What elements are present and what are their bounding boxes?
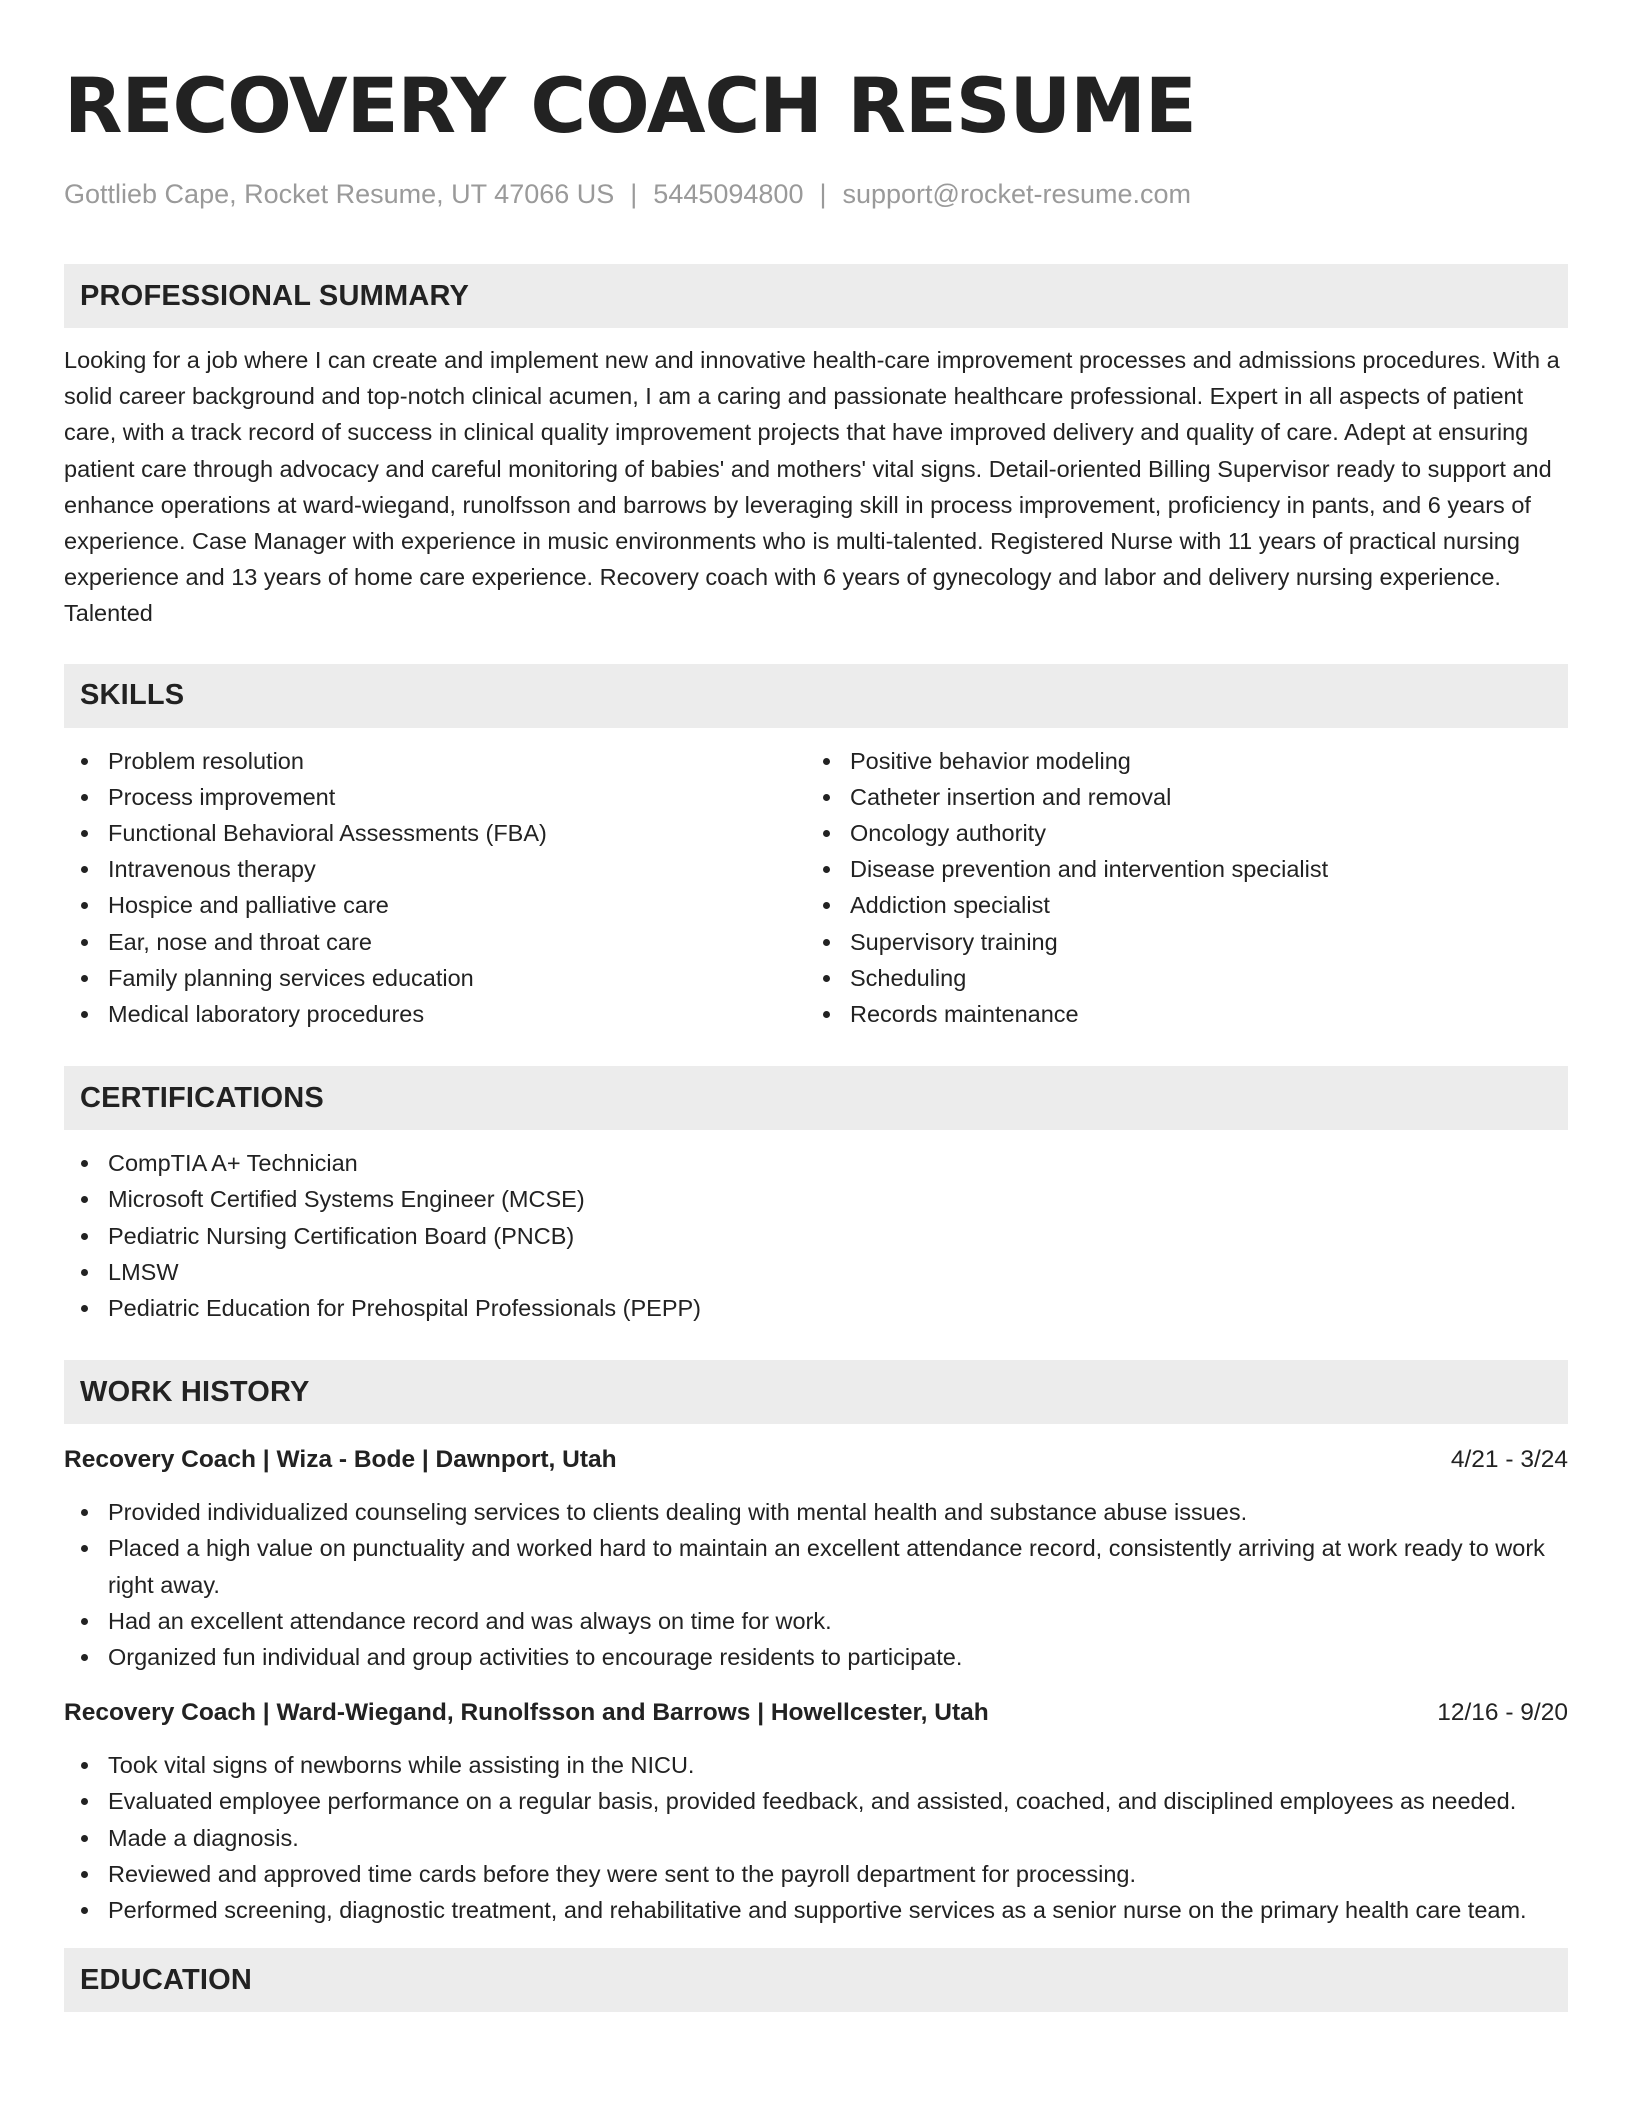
job-duty-item: Made a diagnosis. [64, 1820, 1568, 1856]
certification-item: CompTIA A+ Technician [64, 1145, 1568, 1181]
job-duty-item: Placed a high value on punctuality and worked hard to maintain an excellent attendance record, consistently arriving at work ready to work right away. [64, 1530, 1568, 1602]
certifications-list [64, 1145, 1568, 1326]
job-duty-item: Evaluated employee performance on a regular basis, provided feedback, and assisted, coached, and disciplined employees as needed. [64, 1783, 1568, 1819]
skill-item: Addiction specialist [806, 887, 1548, 923]
skill-item: Disease prevention and intervention specialist [806, 851, 1548, 887]
certification-item: Microsoft Certified Systems Engineer (MCSE) [64, 1181, 1568, 1217]
certification-item: Pediatric Nursing Certification Board (PNCB) [64, 1218, 1568, 1254]
job-duty-item: Reviewed and approved time cards before they were sent to the payroll department for processing. [64, 1856, 1568, 1892]
section-header-certifications: CERTIFICATIONS [64, 1066, 1568, 1130]
job-title: Recovery Coach | Wiza - Bode | Dawnport, Utah [64, 1446, 617, 1474]
skill-item: Intravenous therapy [64, 851, 806, 887]
skill-item: Supervisory training [806, 924, 1548, 960]
skill-item: Scheduling [806, 960, 1548, 996]
skill-item: Oncology authority [806, 815, 1548, 851]
job-duty-item: Had an excellent attendance record and was always on time for work. [64, 1603, 1568, 1639]
section-header-education: EDUCATION [64, 1948, 1568, 2012]
skill-item: Problem resolution [64, 743, 806, 779]
skill-item: Catheter insertion and removal [806, 779, 1548, 815]
job-heading [64, 1695, 1568, 1731]
contact-line [64, 176, 1568, 212]
job-duties-list [64, 1747, 1568, 1928]
skills-grid [64, 743, 1568, 1033]
section-header-summary: PROFESSIONAL SUMMARY [64, 264, 1568, 328]
certification-item: Pediatric Education for Prehospital Professionals (PEPP) [64, 1290, 1568, 1326]
skill-item: Medical laboratory procedures [64, 996, 806, 1032]
skill-item: Hospice and palliative care [64, 887, 806, 923]
skill-item: Family planning services education [64, 960, 806, 996]
job-duty-item: Organized fun individual and group activities to encourage residents to participate. [64, 1639, 1568, 1675]
job-duty-item: Provided individualized counseling services to clients dealing with mental health and substance abuse issues. [64, 1494, 1568, 1530]
summary-text: Looking for a job where I can create and implement new and innovative health-care improvement processes and admissions procedures. With a solid career background and top-notch clinical acumen, I am a caring and passionate healthcare professional. Expert in all aspects of patient care, with a track record of success in clinical quality improvement projects that have improved delivery and quality of care. Adept at ensuring patient care through advocacy and careful monitoring of babies' and mothers' vital signs. Detail-oriented Billing Supervisor ready to support and enhance operations at ward-wiegand, runolfsson and barrows by leveraging skill in process improvement, proficiency in pants, and 6 years of experience. Case Manager with experience in music environments who is multi-talented. Registered Nurse with 11 years of practical nursing experience and 13 years of home care experience. Recovery coach with 6 years of gynecology and labor and delivery nursing experience. Talented [64, 347, 1560, 627]
job-duty-item: Performed screening, diagnostic treatment, and rehabilitative and supportive services as a senior nurse on the primary health care team. [64, 1892, 1568, 1928]
section-header-skills: SKILLS [64, 664, 1568, 728]
job-heading [64, 1442, 1568, 1478]
certification-item: LMSW [64, 1254, 1568, 1290]
contact-separator: | [819, 179, 827, 209]
contact-separator: | [630, 179, 638, 209]
job-dates: 4/21 - 3/24 [1450, 1446, 1568, 1474]
skill-item: Positive behavior modeling [806, 743, 1548, 779]
job-duties-list [64, 1494, 1568, 1675]
job-title: Recovery Coach | Ward-Wiegand, Runolfsson and Barrows | Howellcester, Utah [64, 1699, 989, 1727]
resume-title: RECOVERY COACH RESUME [64, 61, 1196, 150]
skill-item: Ear, nose and throat care [64, 924, 806, 960]
skill-item: Process improvement [64, 779, 806, 815]
contact-email: support@rocket-resume.com [842, 179, 1192, 209]
contact-phone: 5445094800 [653, 179, 804, 209]
section-header-work-history: WORK HISTORY [64, 1360, 1568, 1424]
job-dates: 12/16 - 9/20 [1437, 1699, 1568, 1727]
skills-list-left [64, 743, 806, 1033]
skills-list-right [806, 743, 1548, 1033]
skill-item: Records maintenance [806, 996, 1548, 1032]
contact-address: Gottlieb Cape, Rocket Resume, UT 47066 US [64, 179, 615, 209]
skill-item: Functional Behavioral Assessments (FBA) [64, 815, 806, 851]
job-duty-item: Took vital signs of newborns while assisting in the NICU. [64, 1747, 1568, 1783]
